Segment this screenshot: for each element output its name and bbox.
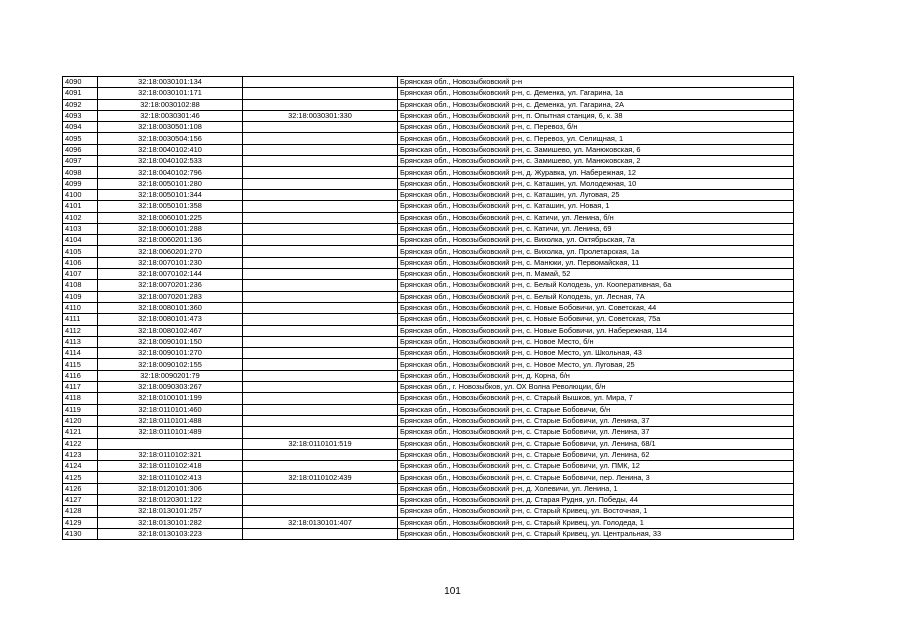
table-row xyxy=(63,178,794,189)
cadastral-number-cell: 32:18:0090102:155 xyxy=(98,359,243,370)
related-cadastral-number-cell xyxy=(243,144,398,155)
cadastral-number-cell: 32:18:0070201:236 xyxy=(98,280,243,291)
address-cell: Брянская обл., Новозыбковский р-н, с. Замишево, ул. Манюковская, 2 xyxy=(398,156,794,167)
related-cadastral-number-cell xyxy=(243,212,398,223)
row-number-cell: 4119 xyxy=(63,404,98,415)
cadastral-number-cell: 32:18:0050101:358 xyxy=(98,201,243,212)
table-row xyxy=(63,483,794,494)
row-number-cell: 4111 xyxy=(63,314,98,325)
related-cadastral-number-cell xyxy=(243,77,398,88)
cadastral-number-cell: 32:18:0060101:288 xyxy=(98,223,243,234)
related-cadastral-number-cell xyxy=(243,461,398,472)
address-cell: Брянская обл., Новозыбковский р-н, с. Замишево, ул. Манюковская, 6 xyxy=(398,144,794,155)
table-row xyxy=(63,291,794,302)
cadastral-number-cell: 32:18:0070102:144 xyxy=(98,269,243,280)
address-cell: Брянская обл., Новозыбковский р-н, с. Вихолка, ул. Октябрьская, 7а xyxy=(398,235,794,246)
row-number-cell: 4115 xyxy=(63,359,98,370)
address-cell: Брянская обл., Новозыбковский р-н, с. Каташин, ул. Молодежная, 10 xyxy=(398,178,794,189)
row-number-cell: 4093 xyxy=(63,110,98,121)
table-row xyxy=(63,110,794,121)
table-row xyxy=(63,348,794,359)
related-cadastral-number-cell xyxy=(243,99,398,110)
row-number-cell: 4126 xyxy=(63,483,98,494)
table-row xyxy=(63,393,794,404)
related-cadastral-number-cell xyxy=(243,246,398,257)
address-cell: Брянская обл., Новозыбковский р-н, с. Катичи, ул. Ленина, б/н xyxy=(398,212,794,223)
row-number-cell: 4101 xyxy=(63,201,98,212)
cadastral-number-cell: 32:18:0120301:122 xyxy=(98,494,243,505)
address-cell: Брянская обл., Новозыбковский р-н, с. Новые Бобовичи, ул. Набережная, 114 xyxy=(398,325,794,336)
table-row xyxy=(63,201,794,212)
cadastral-number-cell: 32:18:0120101:306 xyxy=(98,483,243,494)
related-cadastral-number-cell xyxy=(243,291,398,302)
cadastral-number-cell: 32:18:0040102:533 xyxy=(98,156,243,167)
cadastral-number-cell: 32:18:0030101:171 xyxy=(98,88,243,99)
address-cell: Брянская обл., Новозыбковский р-н, с. Манюки, ул. Первомайская, 11 xyxy=(398,257,794,268)
related-cadastral-number-cell xyxy=(243,336,398,347)
table-row xyxy=(63,156,794,167)
cadastral-number-cell: 32:18:0030504:156 xyxy=(98,133,243,144)
table-row xyxy=(63,336,794,347)
related-cadastral-number-cell xyxy=(243,415,398,426)
related-cadastral-number-cell xyxy=(243,88,398,99)
cadastral-number-cell: 32:18:0090201:79 xyxy=(98,370,243,381)
address-cell: Брянская обл., Новозыбковский р-н, с. Каташин, ул. Луговая, 25 xyxy=(398,189,794,200)
related-cadastral-number-cell xyxy=(243,133,398,144)
table-row xyxy=(63,494,794,505)
row-number-cell: 4103 xyxy=(63,223,98,234)
address-cell: Брянская обл., Новозыбковский р-н, с. Старые Бобовичи, ул. Ленина, 37 xyxy=(398,427,794,438)
table-row xyxy=(63,506,794,517)
cadastral-number-cell: 32:18:0030501:108 xyxy=(98,122,243,133)
row-number-cell: 4121 xyxy=(63,427,98,438)
address-cell: Брянская обл., Новозыбковский р-н, с. Старый Вышков, ул. Мира, 7 xyxy=(398,393,794,404)
row-number-cell: 4096 xyxy=(63,144,98,155)
row-number-cell: 4107 xyxy=(63,269,98,280)
address-cell: Брянская обл., г. Новозыбков, ул. ОХ Волна Революции, б/н xyxy=(398,382,794,393)
related-cadastral-number-cell xyxy=(243,178,398,189)
row-number-cell: 4118 xyxy=(63,393,98,404)
cadastral-number-cell: 32:18:0100101:199 xyxy=(98,393,243,404)
row-number-cell: 4128 xyxy=(63,506,98,517)
table-row xyxy=(63,212,794,223)
row-number-cell: 4113 xyxy=(63,336,98,347)
row-number-cell: 4117 xyxy=(63,382,98,393)
table-row xyxy=(63,167,794,178)
related-cadastral-number-cell xyxy=(243,370,398,381)
address-cell: Брянская обл., Новозыбковский р-н, с. Старые Бобовичи, б/н xyxy=(398,404,794,415)
related-cadastral-number-cell xyxy=(243,122,398,133)
cadastral-number-cell: 32:18:0130103:223 xyxy=(98,528,243,539)
related-cadastral-number-cell: 32:18:0110102:439 xyxy=(243,472,398,483)
address-cell: Брянская обл., Новозыбковский р-н, с. Каташин, ул. Новая, 1 xyxy=(398,201,794,212)
table-row xyxy=(63,472,794,483)
row-number-cell: 4105 xyxy=(63,246,98,257)
row-number-cell: 4124 xyxy=(63,461,98,472)
table-row xyxy=(63,302,794,313)
row-number-cell: 4123 xyxy=(63,449,98,460)
cadastral-number-cell: 32:18:0090303:267 xyxy=(98,382,243,393)
cadastral-number-cell: 32:18:0090101:270 xyxy=(98,348,243,359)
cadastral-number-cell: 32:18:0080101:473 xyxy=(98,314,243,325)
row-number-cell: 4095 xyxy=(63,133,98,144)
table-row xyxy=(63,404,794,415)
related-cadastral-number-cell xyxy=(243,449,398,460)
cadastral-number-cell: 32:18:0060201:270 xyxy=(98,246,243,257)
row-number-cell: 4125 xyxy=(63,472,98,483)
row-number-cell: 4130 xyxy=(63,528,98,539)
row-number-cell: 4129 xyxy=(63,517,98,528)
address-cell: Брянская обл., Новозыбковский р-н, с. Деменка, ул. Гагарина, 1а xyxy=(398,88,794,99)
related-cadastral-number-cell xyxy=(243,325,398,336)
address-cell: Брянская обл., Новозыбковский р-н, с. Старые Бобовичи, ул. Ленина, 62 xyxy=(398,449,794,460)
row-number-cell: 4090 xyxy=(63,77,98,88)
related-cadastral-number-cell: 32:18:0130101:407 xyxy=(243,517,398,528)
cadastral-number-cell: 32:18:0050101:344 xyxy=(98,189,243,200)
row-number-cell: 4114 xyxy=(63,348,98,359)
cadastral-number-cell: 32:18:0110101:460 xyxy=(98,404,243,415)
related-cadastral-number-cell xyxy=(243,189,398,200)
related-cadastral-number-cell xyxy=(243,280,398,291)
related-cadastral-number-cell xyxy=(243,302,398,313)
table-row xyxy=(63,359,794,370)
cadastral-number-cell: 32:18:0110102:321 xyxy=(98,449,243,460)
related-cadastral-number-cell xyxy=(243,223,398,234)
table-row xyxy=(63,280,794,291)
table-row xyxy=(63,122,794,133)
table-row xyxy=(63,314,794,325)
related-cadastral-number-cell xyxy=(243,314,398,325)
row-number-cell: 4120 xyxy=(63,415,98,426)
table-row xyxy=(63,189,794,200)
row-number-cell: 4109 xyxy=(63,291,98,302)
related-cadastral-number-cell xyxy=(243,528,398,539)
related-cadastral-number-cell xyxy=(243,156,398,167)
address-cell: Брянская обл., Новозыбковский р-н, п. Опытная станция, 6, к. 38 xyxy=(398,110,794,121)
cadastral-number-cell: 32:18:0130101:282 xyxy=(98,517,243,528)
address-cell: Брянская обл., Новозыбковский р-н, с. Старые Бобовичи, ул. ПМК, 12 xyxy=(398,461,794,472)
address-cell: Брянская обл., Новозыбковский р-н, с. Новое Место, ул. Луговая, 25 xyxy=(398,359,794,370)
related-cadastral-number-cell xyxy=(243,382,398,393)
address-cell: Брянская обл., Новозыбковский р-н, с. Старые Бобовичи, ул. Ленина, 68/1 xyxy=(398,438,794,449)
cadastral-number-cell: 32:18:0050101:280 xyxy=(98,178,243,189)
cadastral-number-cell: 32:18:0060201:136 xyxy=(98,235,243,246)
cadastral-number-cell: 32:18:0040102:796 xyxy=(98,167,243,178)
table-row xyxy=(63,415,794,426)
table-row xyxy=(63,449,794,460)
table-row xyxy=(63,235,794,246)
cadastral-number-cell: 32:18:0030101:134 xyxy=(98,77,243,88)
address-cell: Брянская обл., Новозыбковский р-н, д. Старая Рудня, ул. Победы, 44 xyxy=(398,494,794,505)
row-number-cell: 4122 xyxy=(63,438,98,449)
row-number-cell: 4127 xyxy=(63,494,98,505)
cadastral-number-cell: 32:18:0090101:150 xyxy=(98,336,243,347)
address-cell: Брянская обл., Новозыбковский р-н, с. Новые Бобовичи, ул. Советская, 75а xyxy=(398,314,794,325)
row-number-cell: 4106 xyxy=(63,257,98,268)
table-row xyxy=(63,517,794,528)
cadastral-number-cell xyxy=(98,438,243,449)
table-row xyxy=(63,269,794,280)
cadastral-number-cell: 32:18:0060101:225 xyxy=(98,212,243,223)
table-row xyxy=(63,133,794,144)
table-row xyxy=(63,257,794,268)
address-cell: Брянская обл., Новозыбковский р-н, с. Старый Кривец, ул. Центральная, 33 xyxy=(398,528,794,539)
related-cadastral-number-cell xyxy=(243,483,398,494)
table-row xyxy=(63,528,794,539)
cadastral-number-cell: 32:18:0070101:230 xyxy=(98,257,243,268)
cadastral-number-cell: 32:18:0040102:410 xyxy=(98,144,243,155)
address-cell: Брянская обл., Новозыбковский р-н, с. Новое Место, ул. Школьная, 43 xyxy=(398,348,794,359)
related-cadastral-number-cell xyxy=(243,359,398,370)
related-cadastral-number-cell xyxy=(243,167,398,178)
address-cell: Брянская обл., Новозыбковский р-н, с. Перевоз, б/н xyxy=(398,122,794,133)
related-cadastral-number-cell xyxy=(243,494,398,505)
related-cadastral-number-cell xyxy=(243,427,398,438)
table-row xyxy=(63,382,794,393)
address-cell: Брянская обл., Новозыбковский р-н xyxy=(398,77,794,88)
cadastral-number-cell: 32:18:0030301:46 xyxy=(98,110,243,121)
table-row xyxy=(63,461,794,472)
row-number-cell: 4102 xyxy=(63,212,98,223)
related-cadastral-number-cell: 32:18:0110101:519 xyxy=(243,438,398,449)
row-number-cell: 4110 xyxy=(63,302,98,313)
address-cell: Брянская обл., Новозыбковский р-н, с. Перевоз, ул. Селищная, 1 xyxy=(398,133,794,144)
related-cadastral-number-cell xyxy=(243,393,398,404)
address-cell: Брянская обл., Новозыбковский р-н, с. Вихолка, ул. Пролетарская, 1а xyxy=(398,246,794,257)
row-number-cell: 4108 xyxy=(63,280,98,291)
address-cell: Брянская обл., Новозыбковский р-н, с. Деменка, ул. Гагарина, 2А xyxy=(398,99,794,110)
row-number-cell: 4100 xyxy=(63,189,98,200)
row-number-cell: 4097 xyxy=(63,156,98,167)
address-cell: Брянская обл., Новозыбковский р-н, с. Белый Колодезь, ул. Кооперативная, 6а xyxy=(398,280,794,291)
property-registry-table xyxy=(62,76,794,540)
cadastral-number-cell: 32:18:0110102:418 xyxy=(98,461,243,472)
address-cell: Брянская обл., Новозыбковский р-н, д. Холевичи, ул. Ленина, 1 xyxy=(398,483,794,494)
cadastral-number-cell: 32:18:0080102:467 xyxy=(98,325,243,336)
address-cell: Брянская обл., Новозыбковский р-н, с. Новые Бобовичи, ул. Советская, 44 xyxy=(398,302,794,313)
related-cadastral-number-cell xyxy=(243,269,398,280)
row-number-cell: 4116 xyxy=(63,370,98,381)
related-cadastral-number-cell xyxy=(243,404,398,415)
cadastral-number-cell: 32:18:0130101:257 xyxy=(98,506,243,517)
row-number-cell: 4094 xyxy=(63,122,98,133)
cadastral-number-cell: 32:18:0110102:413 xyxy=(98,472,243,483)
address-cell: Брянская обл., Новозыбковский р-н, п. Мамай, 52 xyxy=(398,269,794,280)
row-number-cell: 4092 xyxy=(63,99,98,110)
table-row xyxy=(63,99,794,110)
row-number-cell: 4091 xyxy=(63,88,98,99)
row-number-cell: 4098 xyxy=(63,167,98,178)
related-cadastral-number-cell xyxy=(243,235,398,246)
address-cell: Брянская обл., Новозыбковский р-н, с. Старый Кривец, ул. Восточная, 1 xyxy=(398,506,794,517)
registry-table-body xyxy=(63,77,794,540)
table-row xyxy=(63,223,794,234)
address-cell: Брянская обл., Новозыбковский р-н, д. Корна, б/н xyxy=(398,370,794,381)
table-row xyxy=(63,246,794,257)
related-cadastral-number-cell: 32:18:0030301:330 xyxy=(243,110,398,121)
related-cadastral-number-cell xyxy=(243,506,398,517)
address-cell: Брянская обл., Новозыбковский р-н, д. Журавка, ул. Набережная, 12 xyxy=(398,167,794,178)
table-row xyxy=(63,438,794,449)
table-row xyxy=(63,88,794,99)
address-cell: Брянская обл., Новозыбковский р-н, с. Старые Бобовичи, пер. Ленина, 3 xyxy=(398,472,794,483)
page-number: 101 xyxy=(444,586,461,597)
address-cell: Брянская обл., Новозыбковский р-н, с. Старый Кривец, ул. Голодеда, 1 xyxy=(398,517,794,528)
row-number-cell: 4104 xyxy=(63,235,98,246)
row-number-cell: 4112 xyxy=(63,325,98,336)
address-cell: Брянская обл., Новозыбковский р-н, с. Белый Колодезь, ул. Лесная, 7А xyxy=(398,291,794,302)
table-row xyxy=(63,77,794,88)
cadastral-number-cell: 32:18:0070201:283 xyxy=(98,291,243,302)
related-cadastral-number-cell xyxy=(243,257,398,268)
row-number-cell: 4099 xyxy=(63,178,98,189)
table-row xyxy=(63,144,794,155)
cadastral-number-cell: 32:18:0110101:488 xyxy=(98,415,243,426)
cadastral-number-cell: 32:18:0080101:360 xyxy=(98,302,243,313)
address-cell: Брянская обл., Новозыбковский р-н, с. Катичи, ул. Ленина, 69 xyxy=(398,223,794,234)
table-row xyxy=(63,427,794,438)
address-cell: Брянская обл., Новозыбковский р-н, с. Старые Бобовичи, ул. Ленина, 37 xyxy=(398,415,794,426)
table-row xyxy=(63,370,794,381)
related-cadastral-number-cell xyxy=(243,348,398,359)
table-row xyxy=(63,325,794,336)
address-cell: Брянская обл., Новозыбковский р-н, с. Новое Место, б/н xyxy=(398,336,794,347)
cadastral-number-cell: 32:18:0030102:88 xyxy=(98,99,243,110)
related-cadastral-number-cell xyxy=(243,201,398,212)
cadastral-number-cell: 32:18:0110101:489 xyxy=(98,427,243,438)
